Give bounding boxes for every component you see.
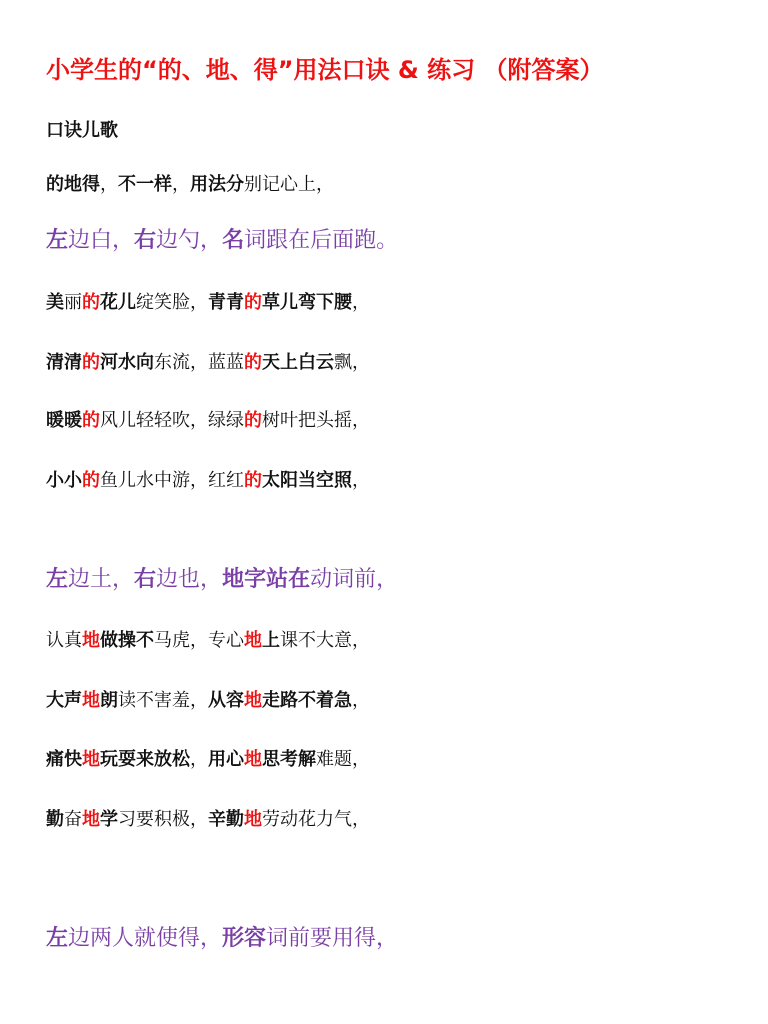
text-segment: 地 — [244, 749, 262, 770]
text-segment: ， — [190, 749, 208, 770]
text-segment: 玩耍来放松 — [100, 749, 190, 770]
text-segment: 青青 — [208, 292, 244, 313]
text-segment: 左 — [46, 567, 69, 592]
verse-line — [46, 352, 370, 374]
text-segment: 从容 — [208, 690, 244, 711]
text-segment: 词跟在后面跑。 — [244, 228, 399, 253]
text-segment: 飘， — [334, 352, 370, 373]
text-segment: 的 — [82, 410, 100, 431]
text-segment: 的 — [82, 470, 100, 491]
text-segment: 花儿 — [100, 292, 136, 313]
text-segment: 名 — [222, 228, 245, 253]
text-segment: 动词前， — [310, 567, 399, 592]
text-segment: 勤 — [46, 809, 64, 830]
text-segment: 风儿轻轻吹，绿绿 — [100, 410, 244, 431]
text-segment: 不一样 — [118, 174, 172, 195]
verse-line — [46, 470, 370, 492]
text-segment: 难题， — [316, 749, 370, 770]
text-segment: 地字站在 — [222, 567, 311, 592]
text-segment: 河水向 — [100, 352, 154, 373]
verse-line — [46, 749, 370, 771]
text-segment: 小小 — [46, 470, 82, 491]
text-segment: 词前要用得， — [266, 926, 399, 951]
text-segment: 奋 — [64, 809, 82, 830]
text-segment: 左 — [46, 228, 69, 253]
text-segment: 鱼儿水中游，红红 — [100, 470, 244, 491]
text-segment: 的 — [82, 352, 100, 373]
rule-line-dei — [46, 926, 398, 952]
section-heading: 口诀儿歌 — [46, 120, 118, 141]
intro-line — [46, 174, 334, 196]
text-segment: 的 — [82, 292, 100, 313]
text-segment: 认真 — [46, 630, 82, 651]
text-segment: 丽 — [64, 292, 82, 313]
text-segment: ， — [352, 470, 370, 491]
text-segment: 树叶把头摇， — [262, 410, 370, 431]
text-segment: ， — [100, 174, 118, 195]
rule-line-de — [46, 228, 398, 254]
text-segment: 大声 — [46, 690, 82, 711]
text-segment: 形容 — [222, 926, 267, 951]
text-segment: 草儿 — [262, 292, 298, 313]
text-segment: 用心 — [208, 749, 244, 770]
text-segment: 地 — [82, 809, 100, 830]
text-segment: 边也， — [156, 567, 223, 592]
text-segment: 用法分 — [190, 174, 244, 195]
text-segment: 左 — [46, 926, 69, 951]
text-segment: 劳动花力气， — [262, 809, 370, 830]
text-segment: 右 — [134, 228, 157, 253]
text-segment: 边白， — [68, 228, 135, 253]
text-segment: 东流，蓝蓝 — [154, 352, 244, 373]
text-segment: 的 — [244, 292, 262, 313]
text-segment: ， — [172, 174, 190, 195]
verse-line — [46, 690, 370, 712]
text-segment: ， — [352, 292, 370, 313]
text-segment: 右 — [134, 567, 157, 592]
text-segment: 天上白云 — [262, 352, 334, 373]
text-segment: 边土， — [68, 567, 135, 592]
text-segment: 习要积极， — [118, 809, 208, 830]
text-segment: 地 — [82, 690, 100, 711]
text-segment: 思考解 — [262, 749, 316, 770]
verse-line — [46, 809, 370, 831]
text-segment: 走路不着急 — [262, 690, 352, 711]
verse-line — [46, 410, 370, 432]
text-segment: 美 — [46, 292, 64, 313]
text-segment: 地 — [82, 749, 100, 770]
text-segment: 的 — [244, 352, 262, 373]
text-segment: 太阳当空照 — [262, 470, 352, 491]
text-segment: 上 — [262, 630, 280, 651]
text-segment: 绽笑脸， — [136, 292, 208, 313]
text-segment: 地 — [244, 630, 262, 651]
text-segment: ， — [352, 690, 370, 711]
text-segment: 马虎，专心 — [154, 630, 244, 651]
text-segment: 地 — [244, 809, 262, 830]
text-segment: 清清 — [46, 352, 82, 373]
text-segment: 的 — [244, 410, 262, 431]
page-title: 小学生的“的、地、得”用法口诀 & 练习 （附答案） — [46, 56, 604, 84]
text-segment: 朗 — [100, 690, 118, 711]
text-segment: 读不害羞， — [118, 690, 208, 711]
text-segment: 学 — [100, 809, 118, 830]
verse-line — [46, 630, 370, 652]
text-segment: 痛快 — [46, 749, 82, 770]
text-segment: 暖暖 — [46, 410, 82, 431]
text-segment: 的地得 — [46, 174, 100, 195]
text-segment: 辛勤 — [208, 809, 244, 830]
text-segment: 课不大意， — [280, 630, 370, 651]
verse-line — [46, 292, 370, 314]
text-segment: 边两人就使得， — [68, 926, 223, 951]
text-segment: 弯下腰 — [298, 292, 352, 313]
text-segment: 的 — [244, 470, 262, 491]
text-segment: 地 — [82, 630, 100, 651]
text-segment: 别记心上， — [244, 174, 334, 195]
text-segment: 做操不 — [100, 630, 154, 651]
text-segment: 边勺， — [156, 228, 223, 253]
text-segment: 地 — [244, 690, 262, 711]
rule-line-di — [46, 567, 398, 593]
